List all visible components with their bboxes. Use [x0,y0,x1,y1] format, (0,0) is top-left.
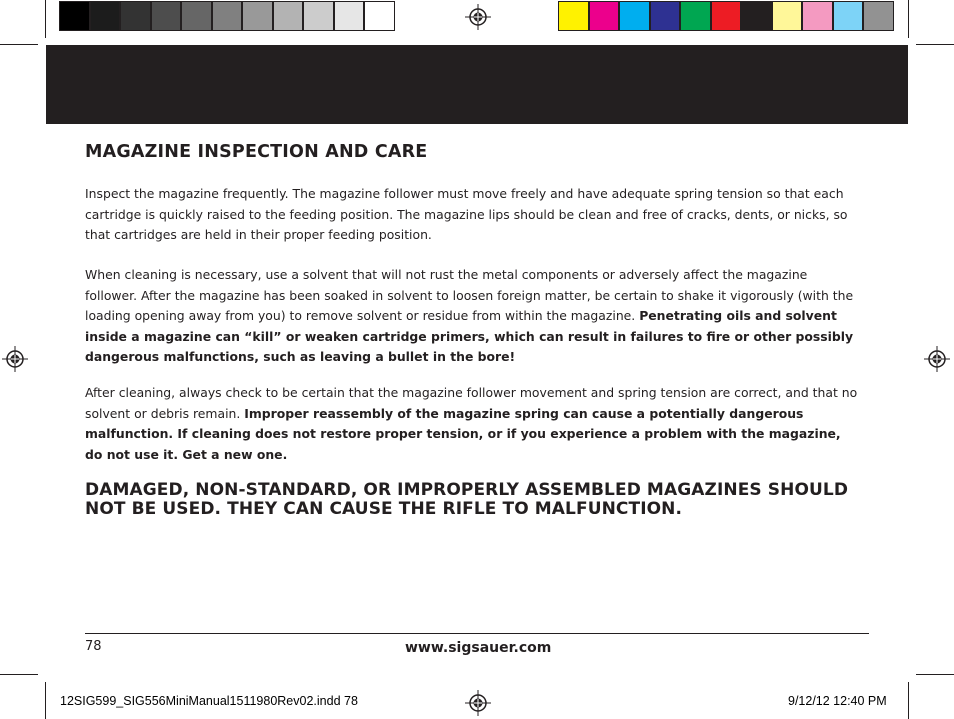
color-swatch [680,1,711,31]
page-number: 78 [85,639,102,654]
registration-mark-icon [465,690,491,716]
registration-mark-icon [465,4,491,30]
crop-mark [45,682,46,719]
color-swatch [120,1,151,31]
crop-mark [908,682,909,719]
color-swatch [558,1,589,31]
registration-mark-icon [2,346,28,372]
color-swatch [863,1,894,31]
color-swatch [364,1,395,31]
color-swatch [619,1,650,31]
color-swatch [711,1,742,31]
crop-mark [916,44,954,45]
caution-text: Penetrating oils and solvent inside a magazine can “kill” or weaken cartridge primers, which can result in failures to fire or other possibly dangerous malfunctions, such as leaving a bullet in the bore! [85,308,854,364]
color-swatch [90,1,121,31]
color-swatch [303,1,334,31]
crop-mark [45,0,46,38]
warning-heading: DAMAGED, NON-STANDARD, OR IMPROPERLY ASSEMBLED MAGAZINES SHOULD NOT BE USED. THEY CAN CAUSE THE RIFLE TO MALFUNCTION. [85,480,849,519]
crop-mark [0,674,38,675]
color-swatch [273,1,304,31]
crop-mark [908,0,909,38]
color-swatch [772,1,803,31]
crop-mark [916,674,954,675]
paragraph-text: After cleaning, always check to be certain that the magazine follower movement and spring tension are correct, and that no solvent or debris remain. [85,385,858,421]
website-url: www.sigsauer.com [405,640,552,656]
crop-mark [0,44,38,45]
caution-text: Improper reassembly of the magazine spring can cause a potentially dangerous malfunction. If cleaning does not restore proper tension, or if you experience a problem with the magazine, do not use it. Get a new one. [85,405,841,462]
color-swatch [151,1,182,31]
registration-mark-icon [924,346,950,372]
color-swatch [589,1,620,31]
color-swatch [212,1,243,31]
section-title: MAGAZINE INSPECTION AND CARE [85,142,428,162]
color-swatch [59,1,90,31]
color-swatch [181,1,212,31]
footer-rule [85,633,869,634]
paragraph-cleaning [85,265,860,368]
color-swatch [334,1,365,31]
header-bar [46,45,908,124]
color-swatch [833,1,864,31]
paragraph-after-cleaning [85,383,860,465]
color-swatch [741,1,772,31]
paragraph-inspection: Inspect the magazine frequently. The magazine follower must move freely and have adequate spring tension so that each cartridge is quickly raised to the feeding position. The magazine lips should be clean and free of cracks, dents, or nicks, so that cartridges are held in their proper feeding position. [85,186,848,242]
slug-date: 9/12/12 12:40 PM [788,694,887,708]
color-swatch [802,1,833,31]
color-swatch [650,1,681,31]
color-swatch [242,1,273,31]
paragraph-text: When cleaning is necessary, use a solvent that will not rust the metal components or adversely affect the magazine follower. After the magazine has been soaked in solvent to loosen foreign matter, be certain to shake it vigorously (with the loading opening away from you) to remove solvent or residue from within the magazine. [85,267,854,323]
slug-filename: 12SIG599_SIG556MiniManual1511980Rev02.indd 78 [60,694,358,708]
